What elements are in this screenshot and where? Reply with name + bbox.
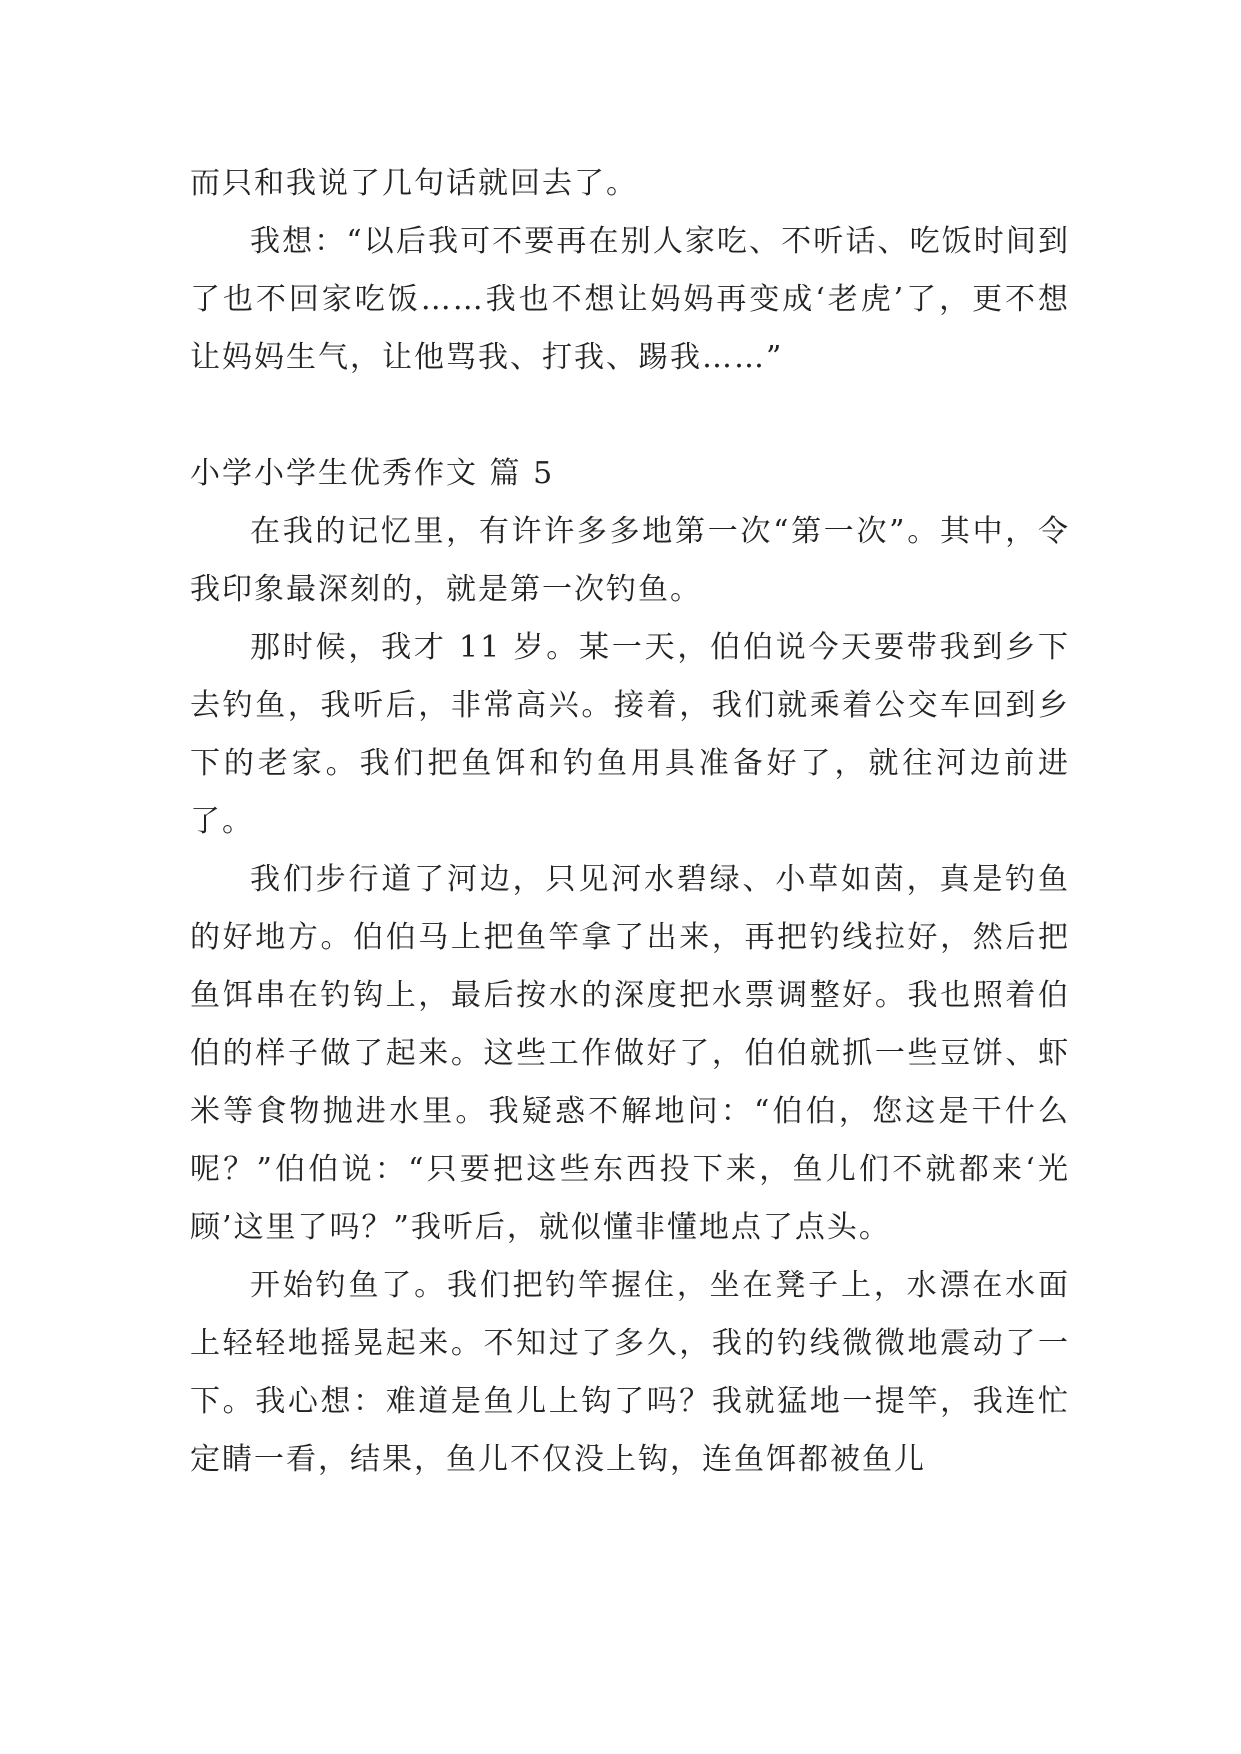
section-heading: 小学小学生优秀作文 篇 5	[190, 456, 555, 491]
paragraph: 我想：“以后我可不要再在别人家吃、不听话、吃饭时间到了也不回家吃饭……我也不想让妈妈再变成‘老虎’了，更不想让妈妈生气，让他骂我、打我、踢我……”	[190, 224, 1070, 375]
paragraph: 我们步行道了河边，只见河水碧绿、小草如茵，真是钓鱼的好地方。伯伯马上把鱼竿拿了出来，再把钓线拉好，然后把鱼饵串在钓钩上，最后按水的深度把水票调整好。我也照着伯伯的样子做了起来。这些工作做好了，伯伯就抓一些豆饼、虾米等食物抛进水里。我疑惑不解地问：“伯伯，您这是干什么呢？”伯伯说：“只要把这些东西投下来，鱼儿们不就都来‘光顾’这里了吗？”我听后，就似懂非懂地点了点头。	[190, 862, 1070, 1245]
document-body	[190, 155, 1070, 1489]
paragraph-continuation: 而只和我说了几句话就回去了。	[190, 166, 638, 201]
paragraph: 那时候，我才 11 岁。某一天，伯伯说今天要带我到乡下去钓鱼，我听后，非常高兴。接着，我们就乘着公交车回到乡下的老家。我们把鱼饵和钓鱼用具准备好了，就往河边前进了。	[190, 630, 1070, 839]
paragraph: 开始钓鱼了。我们把钓竿握住，坐在凳子上，水漂在水面上轻轻地摇晃起来。不知过了多久，我的钓线微微地震动了一下。我心想：难道是鱼儿上钩了吗？我就猛地一提竿，我连忙定睛一看，结果，鱼儿不仅没上钩，连鱼饵都被鱼儿	[190, 1268, 1070, 1477]
paragraph: 在我的记忆里，有许许多多地第一次“第一次”。其中，令我印象最深刻的，就是第一次钓鱼。	[190, 514, 1070, 607]
